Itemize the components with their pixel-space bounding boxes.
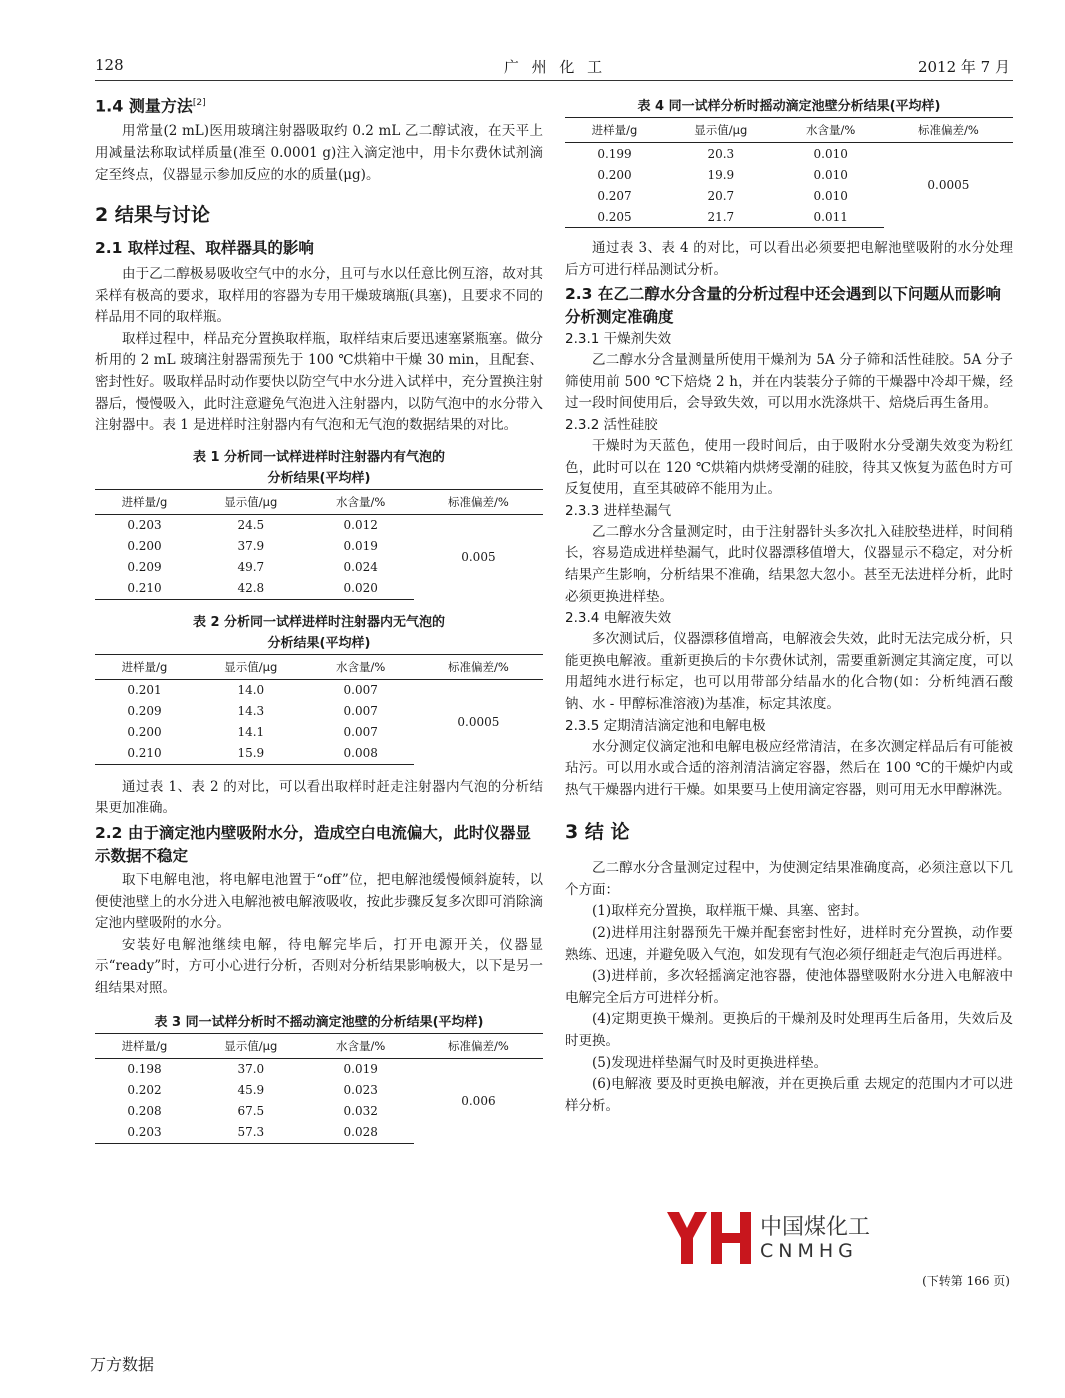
conclusion-item: (2)进样用注射器预先干燥并配套密封性好，进样时充分置换，动作要熟练、迅速，并避免吸入气泡，如发现有气泡必须仔细赶走气泡后再进样。	[565, 925, 1013, 963]
conclusion-intro: 乙二醇水分含量测定过程中，为使测定结果准确度高，必须注意以下几个方面：	[565, 860, 1013, 898]
section-2-3-3-heading: 2.3.3 进样垫漏气	[565, 502, 672, 519]
conclusion-item: (3)进样前，多次轻摇滴定池容器，使池体器壁吸附水分进入电解液中电解完全后方可进样分析。	[565, 968, 1013, 1006]
table-cell: 67.5	[237, 1104, 265, 1119]
table-cell: 57.3	[194, 1122, 308, 1144]
table-cell: 0.200	[597, 167, 632, 182]
conclusion-item: (4)定期更换干燥剂。更换后的干燥剂及时处理再生后备用，失效后及时更换。	[565, 1011, 1013, 1050]
continued-note: (下转第 166 页)	[922, 1274, 1010, 1288]
table-row	[565, 143, 1013, 165]
table-header: 显示值/μg	[664, 118, 778, 143]
cnmhg-logo-icon	[665, 1208, 755, 1268]
table-cell: 0.201	[127, 683, 162, 698]
section-2-3-4-heading: 2.3.4 电解液失效	[565, 610, 672, 627]
section-2-3-3-text: 乙二醇水分含量测定时，由于注射器针头多次扎入硅胶垫进样，时间稍长，容易造成进样垫漏气，此时仪器漂移值增大，仪器显示不稳定，对分析结果产生影响，分析结果不准确，结果忽大忽小。甚至无法进样分析，此时必须更换进样垫。	[565, 523, 1013, 605]
table-cell: 37.0	[237, 1062, 265, 1077]
watermark-en-text: CNMHG	[760, 1240, 858, 1262]
table-cell: 0.200	[127, 725, 162, 740]
table-cell: 0.210	[95, 743, 194, 765]
table-cell: 14.1	[237, 725, 265, 740]
table-cell: 0.205	[565, 206, 664, 228]
table-cell-std-dev: 0.006	[461, 1093, 496, 1108]
section-2-1-para-2: 取样过程中，样品充分置换取样瓶，取样结束后要迅速塞紧瓶塞。做分析用的 2 mL 玻璃注射器需预先于 100 ℃烘箱中干燥 30 min，且配套、密封性好。吸取样品时动作要快以防空气中水分进入试样中，充分置换注射器后，慢慢吸入，此时注意避免气泡进入注射器内，以防气泡中的水分带入注射器中。表 1 是进样时注射器内有气泡和无气泡的数据结果的对比。	[95, 330, 543, 434]
section-2-3-1-text: 乙二醇水分含量测量所使用干燥剂为 5A 分子筛和活性硅胶。5A 分子筛使用前 500 ℃下焙烧 2 h，并在内装装分子筛的干燥器中冷却干燥，经过一段时间使用后，会导致失效，可以用水洗涤烘干、焙烧后再生备用。	[565, 352, 1013, 412]
section-2-2-heading: 2.2 由于滴定池内壁吸附水分，造成空白电流偏大，此时仪器显示数据不稳定	[95, 824, 531, 866]
table-header: 水含量/%	[308, 489, 414, 514]
table-cell: 37.9	[237, 539, 265, 554]
table-cell: 0.011	[778, 206, 884, 228]
table-2-caption-line1: 表 2 分析同一试样进样时注射器内无气泡的	[192, 614, 446, 630]
table-cell: 0.008	[308, 743, 414, 765]
table-cell: 0.032	[343, 1104, 378, 1119]
table-header: 进样量/g	[95, 1033, 194, 1058]
table-cell: 0.209	[127, 560, 162, 575]
page-number: 128	[95, 56, 124, 74]
table-cell: 20.7	[707, 188, 735, 203]
watermark-cn-text: 中国煤化工	[760, 1215, 871, 1240]
table-row	[95, 679, 543, 701]
journal-name: 广 州 化 工	[503, 58, 607, 76]
table-4-comparison-text: 通过表 3、表 4 的对比，可以看出必须要把电解池壁吸附的水分处理后方可进行样品测试分析。	[565, 240, 1013, 278]
left-column	[95, 92, 543, 1144]
table-cell: 0.010	[813, 167, 848, 182]
table-cell: 0.209	[127, 704, 162, 719]
section-2-3-5-heading: 2.3.5 定期清洁滴定池和电解电极	[565, 717, 766, 734]
table-cell: 0.007	[343, 683, 378, 698]
table-cell-std-dev: 0.0005	[457, 715, 500, 730]
table-header: 水含量/%	[778, 118, 884, 143]
table-cell: 15.9	[194, 743, 308, 765]
section-2-1-para-1: 由于乙二醇极易吸收空气中的水分，且可与水以任意比例互溶，故对其采样有极高的要求，取样用的容器为专用干燥玻璃瓶(具塞)，且要求不同的样品用不同的取样瓶。	[95, 266, 543, 326]
table-2-caption-line2: 分析结果(平均样)	[267, 635, 371, 651]
table-header: 标准偏差/%	[414, 654, 543, 679]
table-cell: 14.3	[237, 704, 265, 719]
section-2-2-para-1: 取下电解电池，将电解电池置于“off”位，把电解池缓慢倾斜旋转，以便使池壁上的水分进入电解池被电解液吸收，按此步骤反复多次即可消除滴定池内壁吸附的水分。	[95, 872, 543, 932]
table-row	[95, 514, 543, 536]
table-cell: 0.019	[343, 539, 378, 554]
table-cell: 45.9	[237, 1083, 265, 1098]
table-header: 进样量/g	[565, 118, 664, 143]
table-header: 标准偏差/%	[884, 118, 1013, 143]
table-header: 进样量/g	[95, 654, 194, 679]
table-cell: 0.028	[308, 1122, 414, 1144]
table-cell: 14.0	[237, 683, 265, 698]
table-cell: 0.010	[813, 188, 848, 203]
table-1	[95, 447, 543, 600]
table-cell: 19.9	[707, 167, 735, 182]
section-2-heading: 2 结果与讨论	[95, 204, 210, 227]
table-header: 水含量/%	[308, 1033, 414, 1058]
section-2-3-heading: 2.3 在乙二醇水分含量的分析过程中还会遇到以下问题从而影响分析测定准确度	[565, 285, 1001, 327]
table-2	[95, 612, 543, 765]
table-cell: 0.012	[343, 518, 378, 533]
section-2-3-4-text: 多次测试后，仪器漂移值增高，电解液会失效，此时无法完成分析，只能更换电解液。重新更换后的卡尔费休试剂，需要重新测定其滴定度，可以用超纯水进行标定，也可以用带部分结晶水的化合物(如：分析纯酒石酸钠、水 - 甲醇标准溶液)为基准，标定其浓度。	[565, 631, 1013, 712]
table-cell: 0.207	[597, 188, 632, 203]
section-2-3-2-heading: 2.3.2 活性硅胶	[565, 416, 658, 433]
section-2-3-1-heading: 2.3.1 干燥剂失效	[565, 331, 672, 348]
table-cell: 0.020	[308, 578, 414, 600]
table-cell: 0.010	[813, 146, 848, 161]
conclusion-item: (5)发现进样垫漏气时及时更换进样垫。	[592, 1054, 828, 1071]
issue-date: 2012 年 7 月	[917, 58, 1010, 76]
table-header: 标准偏差/%	[414, 1033, 543, 1058]
section-2-3-5-text: 水分测定仪滴定池和电解电极应经常清洁，在多次测定样品后有可能被玷污。可以用水或合适的溶剂清洁滴定容器，然后在 100 ℃的干燥炉内或热气干燥器内进行干燥。如果要马上使用滴定容器，则可用无水甲醇淋洗。	[565, 738, 1013, 798]
section-1-4-heading: 1.4 测量方法[2]	[95, 96, 206, 116]
section-2-2-para-2: 安装好电解池继续电解，待电解完毕后，打开电源开关，仪器显示“ready”时，方可小心进行分析，否则对分析结果影响极大，以下是另一组结果对照。	[95, 936, 543, 997]
table-header: 显示值/μg	[194, 1033, 308, 1058]
table-cell: 49.7	[237, 560, 265, 575]
table-header: 进样量/g	[95, 489, 194, 514]
table-cell: 0.198	[127, 1062, 162, 1077]
table-cell: 0.210	[95, 578, 194, 600]
table-3-caption: 表 3 同一试样分析时不摇动滴定池壁的分析结果(平均样)	[154, 1014, 484, 1030]
table-cell: 0.007	[343, 704, 378, 719]
section-2-3-2-text: 干燥时为天蓝色，使用一段时间后，由于吸附水分受潮失效变为粉红色，此时可以在 120 ℃烘箱内烘烤受潮的硅胶，待其又恢复为蓝色时方可反复使用，直至其破碎不能用为止。	[565, 437, 1013, 498]
table-1-caption-line2: 分析结果(平均样)	[267, 470, 371, 486]
conclusion-item: (6)电解液 要及时更换电解液，并在更换后重 去规定的范围内才可以进样分析。	[565, 1076, 1013, 1114]
table-cell: 0.200	[127, 539, 162, 554]
table-cell: 0.203	[127, 518, 162, 533]
table-cell: 0.007	[343, 725, 378, 740]
table-header: 标准偏差/%	[414, 489, 543, 514]
table-header: 显示值/μg	[194, 489, 308, 514]
header-rule	[95, 80, 1013, 81]
table-header: 显示值/μg	[194, 654, 308, 679]
table-3	[95, 1012, 543, 1144]
table-4-caption: 表 4 同一试样分析时摇动滴定池壁分析结果(平均样)	[637, 99, 941, 114]
table-cell: 24.5	[237, 518, 265, 533]
table-cell: 0.024	[343, 560, 378, 575]
table-row	[95, 1058, 543, 1080]
table-cell-std-dev: 0.0005	[927, 178, 970, 193]
table-cell: 0.208	[127, 1104, 162, 1119]
table-4	[565, 96, 1013, 228]
table-cell: 0.199	[597, 146, 632, 161]
section-2-1-heading: 2.1 取样过程、取样器具的影响	[95, 239, 314, 258]
section-1-4-text: 用常量(2 mL)医用玻璃注射器吸取约 0.2 mL 乙二醇试液，在天平上用减量法称取试样质量(准至 0.0001 g)注入滴定池中，用卡尔费休试剂滴定至终点，仪器显示参加反应的水的质量(μg)。	[95, 123, 543, 183]
table-comparison-text: 通过表 1、表 2 的对比，可以看出取样时赶走注射器内气泡的分析结果更加准确。	[95, 778, 543, 817]
source-footer: 万方数据	[90, 1355, 155, 1374]
right-column	[565, 96, 1013, 1117]
table-cell: 42.8	[194, 578, 308, 600]
table-1-caption-line1: 表 1 分析同一试样进样时注射器内有气泡的	[192, 449, 446, 465]
section-3-heading: 3 结 论	[565, 821, 630, 844]
conclusion-item: (1)取样充分置换，取样瓶干燥、具塞、密封。	[592, 903, 868, 920]
citation-ref: [2]	[192, 98, 206, 108]
table-cell: 20.3	[707, 146, 735, 161]
table-cell: 21.7	[664, 206, 778, 228]
watermark-logo	[665, 1208, 875, 1268]
table-cell: 0.023	[343, 1083, 378, 1098]
table-cell: 0.019	[343, 1062, 378, 1077]
table-header: 水含量/%	[308, 654, 414, 679]
table-cell: 0.202	[127, 1083, 162, 1098]
table-cell-std-dev: 0.005	[461, 550, 496, 565]
table-cell: 0.203	[95, 1122, 194, 1144]
